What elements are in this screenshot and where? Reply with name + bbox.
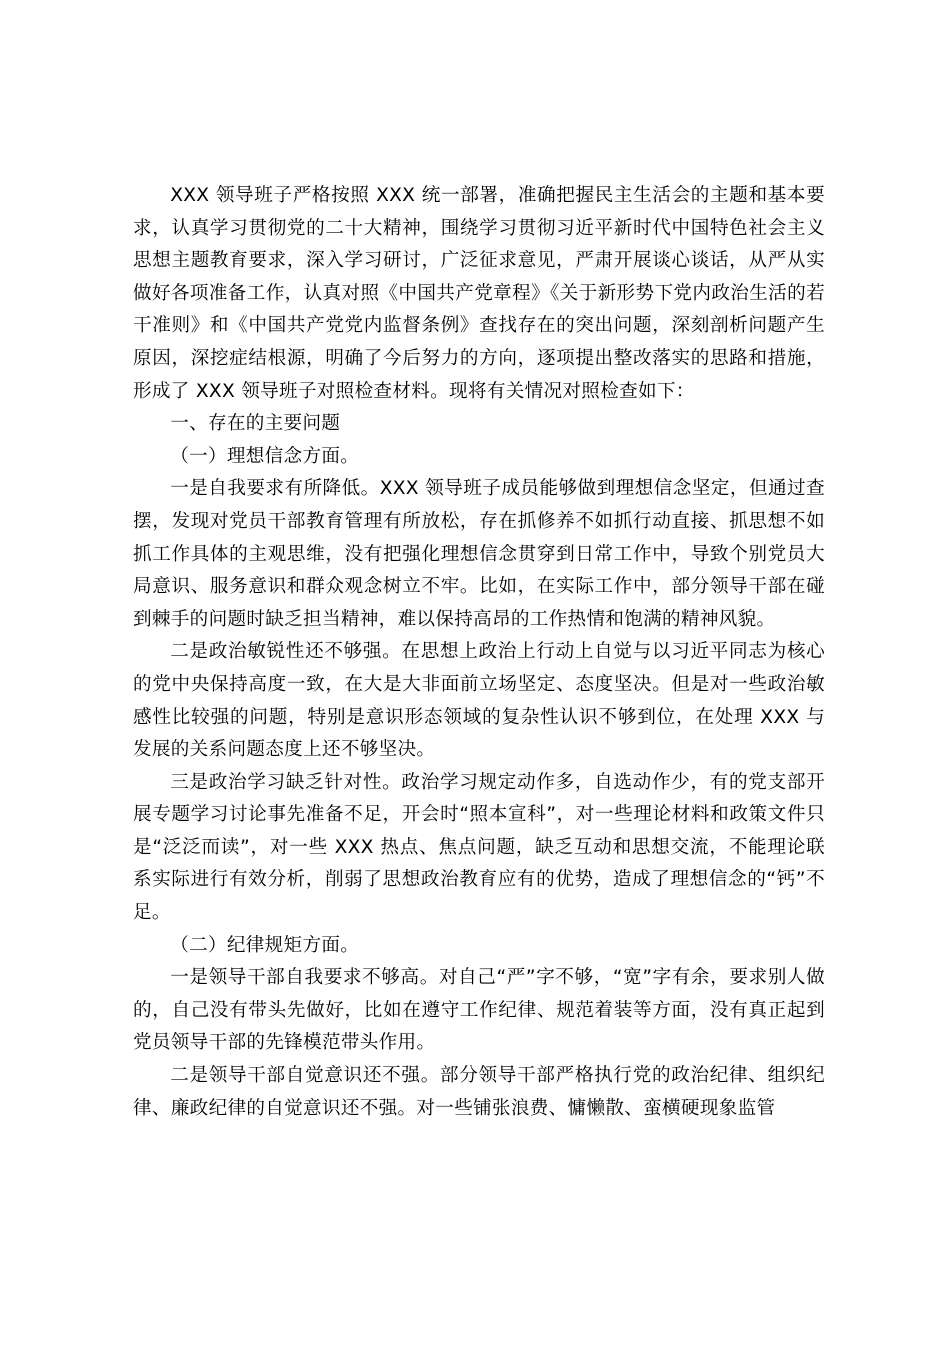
subsection-heading-ideals: （一）理想信念方面。	[170, 445, 360, 467]
paragraph-discipline-1: 一是领导干部自我要求不够高。对自己“严”字不够，“宽”字有余，要求别人做的，自己没有带头先做好，比如在遵守工作纪律、规范着装等方面，没有真正起到党员领导干部的先锋模范带头作用。	[133, 967, 825, 1054]
paragraph-ideals-2: 二是政治敏锐性还不够强。在思想上政治上行动上自觉与以习近平同志为核心的党中央保持高度一致，在大是大非面前立场坚定、态度坚决。但是对一些政治敏感性比较强的问题，特别是意识形态领域的复杂性认识不够到位，在处理 XXX 与发展的关系问题态度上还不够坚决。	[133, 641, 825, 761]
paragraph-ideals-3: 三是政治学习缺乏针对性。政治学习规定动作多，自选动作少，有的党支部开展专题学习讨论事先准备不足，开会时“照本宣科”，对一些理论材料和政策文件只是“泛泛而读”，对一些 XXX 热点、焦点问题，缺乏互动和思想交流，不能理论联系实际进行有效分析，削弱了思想政治教育应有的优势，造成了理想信念的“钙”不足。	[133, 771, 825, 924]
paragraph-intro: XXX 领导班子严格按照 XXX 统一部署，准确把握民主生活会的主题和基本要求，认真学习贯彻党的二十大精神，围绕学习贯彻习近平新时代中国特色社会主义思想主题教育要求，深入学习研讨，广泛征求意见，严肃开展谈心谈话，从严从实做好各项准备工作，认真对照《中国共产党章程》《关于新形势下党内政治生活的若干准则》和《中国共产党党内监督条例》查找存在的突出问题，深刻剖析问题产生原因，深挖症结根源，明确了今后努力的方向，逐项提出整改落实的思路和措施，形成了 XXX 领导班子对照检查材料。现将有关情况对照检查如下：	[133, 185, 825, 402]
subsection-heading-discipline: （二）纪律规矩方面。	[170, 934, 360, 956]
paragraph-discipline-2: 二是领导干部自觉意识还不强。部分领导干部严格执行党的政治纪律、组织纪律、廉政纪律的自觉意识还不强。对一些铺张浪费、慵懒散、蛮横硬现象监管	[133, 1065, 825, 1119]
paragraph-ideals-1: 一是自我要求有所降低。XXX 领导班子成员能够做到理想信念坚定，但通过查摆，发现对党员干部教育管理有所放松，存在抓修养不如抓行动直接、抓思想不如抓工作具体的主观思维，没有把强化理想信念贯穿到日常工作中，导致个别党员大局意识、服务意识和群众观念树立不牢。比如，在实际工作中，部分领导干部在碰到棘手的问题时缺乏担当精神，难以保持高昂的工作热情和饱满的精神风貌。	[133, 478, 825, 630]
section-heading-main-problems: 一、存在的主要问题	[170, 413, 341, 435]
document-body	[133, 180, 825, 1125]
